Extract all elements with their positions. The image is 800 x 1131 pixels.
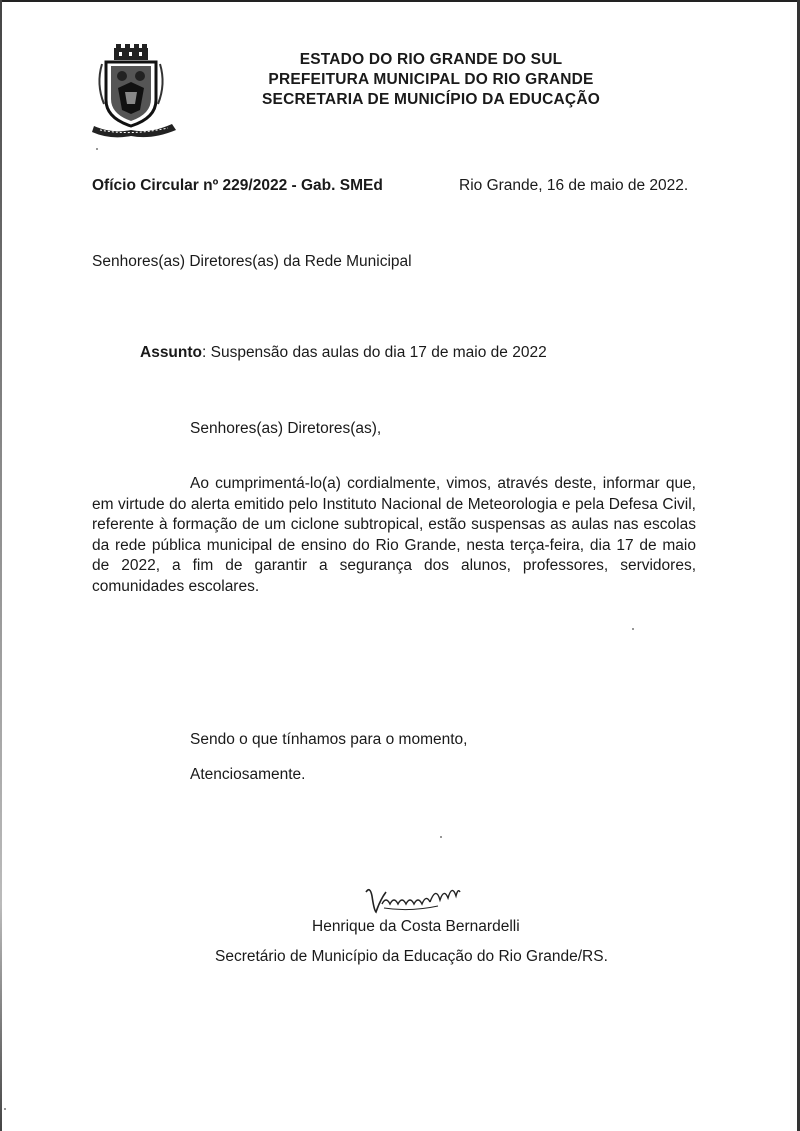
coat-of-arms-icon xyxy=(92,44,178,140)
body-paragraph: Ao cumprimentá-lo(a) cordialmente, vimos, através deste, informar que, em virtude do alerta emitido pelo Instituto Nacional de Meteorologia e pela Defesa Civil, referente à formação de um ciclone subtropical, estão suspensas as aulas nas escolas da rede pública municipal de ensino do Rio Grande, nesta terça-feira, dia 17 de maio de 2022, a fim de garantir a segurança dos alunos, professores, servidores, comunidades escolares. xyxy=(92,475,696,595)
signature-icon xyxy=(360,882,464,922)
scan-speck xyxy=(96,148,98,150)
subject-label: Assunto xyxy=(140,344,202,361)
page-edge-left xyxy=(0,0,2,1131)
page-edge-top xyxy=(0,0,800,2)
letterhead-prefecture: PREFEITURA MUNICIPAL DO RIO GRANDE xyxy=(268,71,594,88)
document-date: Rio Grande, 16 de maio de 2022. xyxy=(459,177,689,194)
scan-speck xyxy=(4,1108,6,1110)
signer-title: Secretário de Município da Educação do Rio Grande/RS. xyxy=(215,948,608,965)
letterhead-secretariat: SECRETARIA DE MUNICÍPIO DA EDUCAÇÃO xyxy=(262,91,600,108)
scan-speck xyxy=(632,628,634,630)
greeting: Senhores(as) Diretores(as), xyxy=(190,420,382,437)
sign-off: Atenciosamente. xyxy=(190,766,306,783)
recipients-line: Senhores(as) Diretores(as) da Rede Municipal xyxy=(92,253,412,270)
scan-speck xyxy=(440,836,442,838)
closing-line: Sendo o que tínhamos para o momento, xyxy=(190,731,468,748)
letterhead-state: ESTADO DO RIO GRANDE DO SUL xyxy=(299,51,563,68)
subject-line xyxy=(140,344,547,362)
letterhead xyxy=(236,50,626,110)
document-reference: Ofício Circular nº 229/2022 - Gab. SMEd xyxy=(92,177,383,194)
subject-text: : Suspensão das aulas do dia 17 de maio de 2022 xyxy=(202,344,547,361)
signer-name: Henrique da Costa Bernardelli xyxy=(312,918,520,935)
